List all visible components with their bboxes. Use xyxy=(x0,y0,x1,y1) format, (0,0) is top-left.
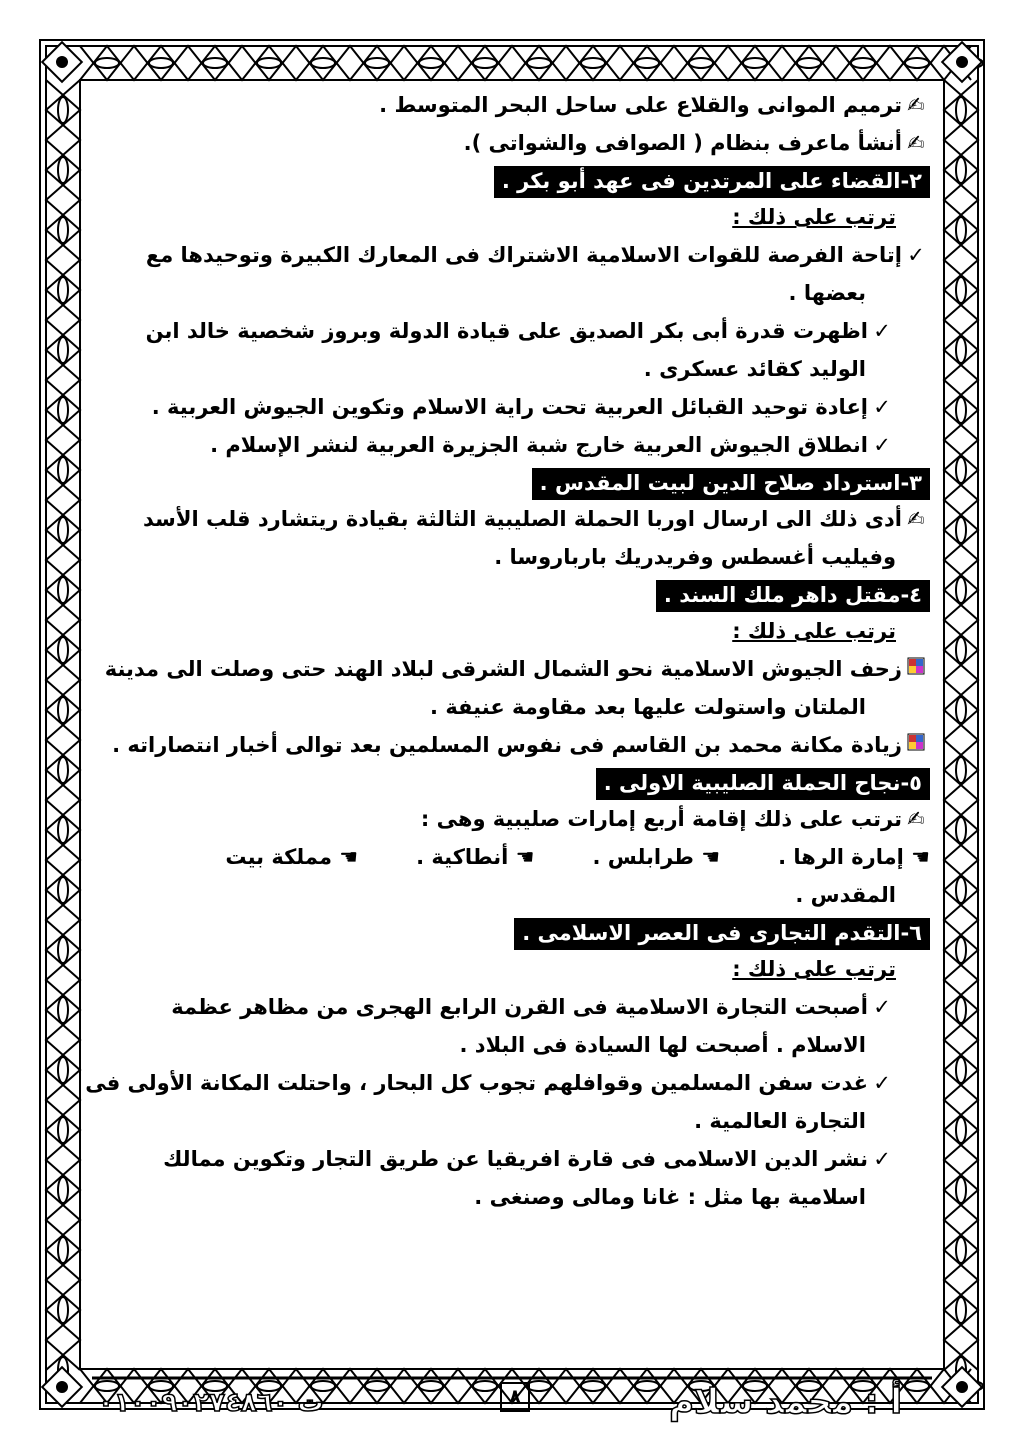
section-heading: ٣-استرداد صلاح الدين لبيت المقدس . xyxy=(532,468,930,500)
text-line xyxy=(85,1064,930,1102)
line-text: أصبحت التجارة الاسلامية فى القرن الرابع الهجرى من مظاهر عظمة xyxy=(171,995,868,1019)
line-text: التجارة العالمية . xyxy=(694,1109,866,1133)
text-line xyxy=(100,1102,930,1140)
line-text: ترميم الموانى والقلاع على ساحل البحر المتوسط . xyxy=(379,93,902,117)
check-icon: ✓ xyxy=(873,1071,891,1095)
text-line xyxy=(100,86,930,124)
check-icon: ✓ xyxy=(873,1147,891,1171)
scroll-icon: ✍ xyxy=(907,131,925,155)
phone-number: ت ٠١٠٠٩٠٢٧٤٨٦٠ xyxy=(98,1388,324,1418)
text-line xyxy=(100,312,930,350)
section-heading: ٥-نجاح الحملة الصليبية الاولى . xyxy=(596,768,930,800)
check-icon: ✓ xyxy=(873,319,891,343)
text-line xyxy=(100,726,930,764)
emirate-item xyxy=(225,838,358,876)
line-text: أدى ذلك الى ارسال اوربا الحملة الصليبية الثالثة بقيادة ريتشارد قلب الأسد xyxy=(143,507,902,531)
page-footer xyxy=(90,1382,930,1430)
flag-box-icon xyxy=(902,726,930,764)
line-text: الاسلام . أصبحت لها السيادة فى البلاد . xyxy=(459,1033,866,1057)
line-text: إتاحة الفرصة للقوات الاسلامية الاشتراك فى المعارك الكبيرة وتوحيدها مع xyxy=(145,243,902,267)
line-text: طرابلس . xyxy=(592,845,694,869)
line-text: زحف الجيوش الاسلامية نحو الشمال الشرقى لبلاد الهند حتى وصلت الى مدينة xyxy=(104,657,902,681)
text-line xyxy=(100,800,930,838)
text-line xyxy=(100,388,930,426)
text-line xyxy=(100,988,930,1026)
text-line xyxy=(100,650,930,688)
text-line xyxy=(100,162,930,198)
text-line xyxy=(100,426,930,464)
section-heading: ٢-القضاء على المرتدين فى عهد أبو بكر . xyxy=(494,166,930,198)
text-line xyxy=(100,198,930,236)
line-text: بعضها . xyxy=(788,281,866,305)
check-icon: ✓ xyxy=(907,243,925,267)
line-text: زيادة مكانة محمد بن القاسم فى نفوس المسلمين بعد توالى أخبار انتصاراته . xyxy=(112,733,902,757)
page-number: ٨ xyxy=(500,1382,530,1412)
line-text: اظهرت قدرة أبى بكر الصديق على قيادة الدولة وبروز شخصية خالد ابن xyxy=(145,319,868,343)
pointing-hand-icon: ☚ xyxy=(903,845,930,869)
pointing-hand-icon: ☚ xyxy=(693,845,721,869)
line-text: إعادة توحيد القبائل العربية تحت راية الاسلام وتكوين الجيوش العربية . xyxy=(151,395,868,419)
text-line xyxy=(100,612,930,650)
line-text: الملتان واستولت عليها بعد مقاومة عنيفة . xyxy=(430,695,866,719)
scroll-icon: ✍ xyxy=(907,807,925,831)
subheading: ترتب على ذلك : xyxy=(732,957,896,981)
text-line xyxy=(100,274,930,312)
text-line xyxy=(100,950,930,988)
text-line xyxy=(100,838,930,876)
text-line xyxy=(100,350,930,388)
line-text: ترتب على ذلك إقامة أربع إمارات صليبية وهى : xyxy=(420,807,902,831)
line-text: انطلاق الجيوش العربية خارج شبة الجزيرة العربية لنشر الإسلام . xyxy=(210,433,868,457)
check-icon: ✓ xyxy=(873,995,891,1019)
line-text: نشر الدين الاسلامى فى قارة افريقيا عن طريق التجار وتكوين ممالك xyxy=(163,1147,868,1171)
flag-box-icon xyxy=(902,650,930,688)
line-text: أنشأ ماعرف بنظام ( الصوافى والشواتى ). xyxy=(463,131,902,155)
scroll-icon: ✍ xyxy=(907,93,925,117)
check-icon: ✓ xyxy=(873,433,891,457)
text-line xyxy=(100,236,930,274)
text-line xyxy=(100,1178,930,1216)
line-text: اسلامية بها مثل : غانا ومالى وصنغى . xyxy=(474,1185,866,1209)
text-line xyxy=(100,500,930,538)
text-line xyxy=(100,914,930,950)
section-heading: ٤-مقتل داهر ملك السند . xyxy=(656,580,930,612)
section-heading: ٦-التقدم التجارى فى العصر الاسلامى . xyxy=(514,918,930,950)
page-content xyxy=(85,86,930,1216)
line-text: الوليد كقائد عسكرى . xyxy=(643,357,866,381)
emirate-item xyxy=(416,838,534,876)
line-text: مملكة بيت xyxy=(225,845,332,869)
subheading: ترتب على ذلك : xyxy=(732,205,896,229)
text-line xyxy=(100,876,930,914)
pointing-hand-icon: ☚ xyxy=(331,845,359,869)
line-text: غدت سفن المسلمين وقوافلهم تجوب كل البحار ، واحتلت المكانة الأولى فى xyxy=(85,1071,868,1095)
text-line xyxy=(100,688,930,726)
emirate-item xyxy=(778,838,930,876)
subheading: ترتب على ذلك : xyxy=(732,619,896,643)
check-icon: ✓ xyxy=(873,395,891,419)
author-name: أ : محمد سلام xyxy=(669,1382,902,1422)
text-line xyxy=(100,576,930,612)
text-line xyxy=(100,464,930,500)
text-line xyxy=(100,1026,930,1064)
text-line xyxy=(100,1140,930,1178)
emirate-item xyxy=(592,838,720,876)
text-line xyxy=(100,124,930,162)
text-line xyxy=(100,538,930,576)
pointing-hand-icon: ☚ xyxy=(508,845,535,869)
scroll-icon: ✍ xyxy=(907,507,925,531)
line-text: إمارة الرها . xyxy=(778,845,904,869)
line-text: المقدس . xyxy=(795,883,896,907)
line-text: أنطاكية . xyxy=(416,845,509,869)
line-text: وفيليب أغسطس وفريدريك بارباروسا . xyxy=(494,545,896,569)
text-line xyxy=(100,764,930,800)
